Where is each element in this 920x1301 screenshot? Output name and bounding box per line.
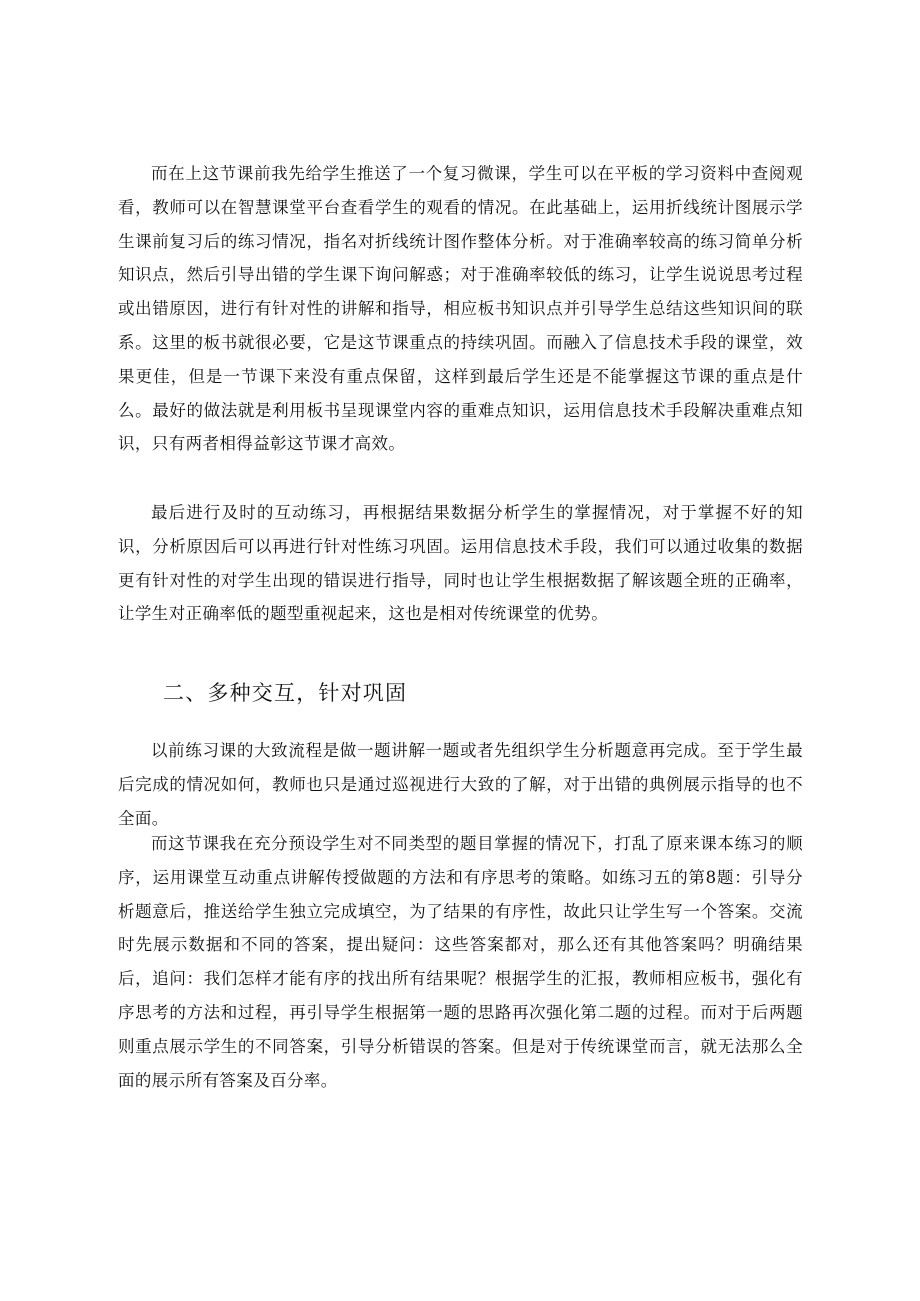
paragraph-interactive-practice: 最后进行及时的互动练习，再根据结果数据分析学生的掌握情况，对于掌握不好的知识，分析原因后可以再进行针对性练习巩固。运用信息技术手段，我们可以通过收集的数据更有针对性的对学生出现的错误进行指导，同时也让学生根据数据了解该题全班的正确率，让学生对正确率低的题型重视起来，这也是相对传统课堂的优势。 [118, 503, 803, 624]
section-heading: 二、多种交互，针对巩固 [163, 681, 408, 705]
paragraph-this-lesson-approach: 而这节课我在充分预设学生对不同类型的题目掌握的情况下，打乱了原来课本练习的顺序，运用课堂互动重点讲解传授做题的方法和有序思考的策略。如练习五的第8题：引导分析题意后，推送给学生独立完成填空，为了结果的有序性，故此只让学生写一个答案。交流时先展示数据和不同的答案，提出疑问：这些答案都对，那么还有其他答案吗？明确结果后，追问：我们怎样才能有序的找出所有结果呢？根据学生的汇报，教师相应板书，强化有序思考的方法和过程，再引导学生根据第一题的思路再次强化第二题的过程。而对于后两题则重点展示学生的不同答案，引导分析错误的答案。但是对于传统课堂而言，就无法那么全面的展示所有答案及百分率。 [118, 834, 803, 1090]
paragraph-previous-practice-flow: 以前练习课的大致流程是做一题讲解一题或者先组织学生分析题意再完成。至于学生最后完成的情况如何，教师也只是通过巡视进行大致的了解，对于出错的典例展示指导的也不全面。 [118, 741, 803, 828]
paragraph-review-micro-lesson: 而在上这节课前我先给学生推送了一个复习微课，学生可以在平板的学习资料中查阅观看，教师可以在智慧课堂平台查看学生的观看的情况。在此基础上，运用折线统计图展示学生课前复习后的练习情况，指名对折线统计图作整体分析。对于准确率较高的练习简单分析知识点，然后引导出错的学生课下询问解惑；对于准确率较低的练习，让学生说说思考过程或出错原因，进行有针对性的讲解和指导，相应板书知识点并引导学生总结这些知识间的联系。这里的板书就很必要，它是这节课重点的持续巩固。而融入了信息技术手段的课堂，效果更佳，但是一节课下来没有重点保留，这样到最后学生还是不能掌握这节课的重点是什么。最好的做法就是利用板书呈现课堂内容的重难点知识，运用信息技术手段解决重难点知识，只有两者相得益彰这节课才高效。 [118, 164, 803, 454]
